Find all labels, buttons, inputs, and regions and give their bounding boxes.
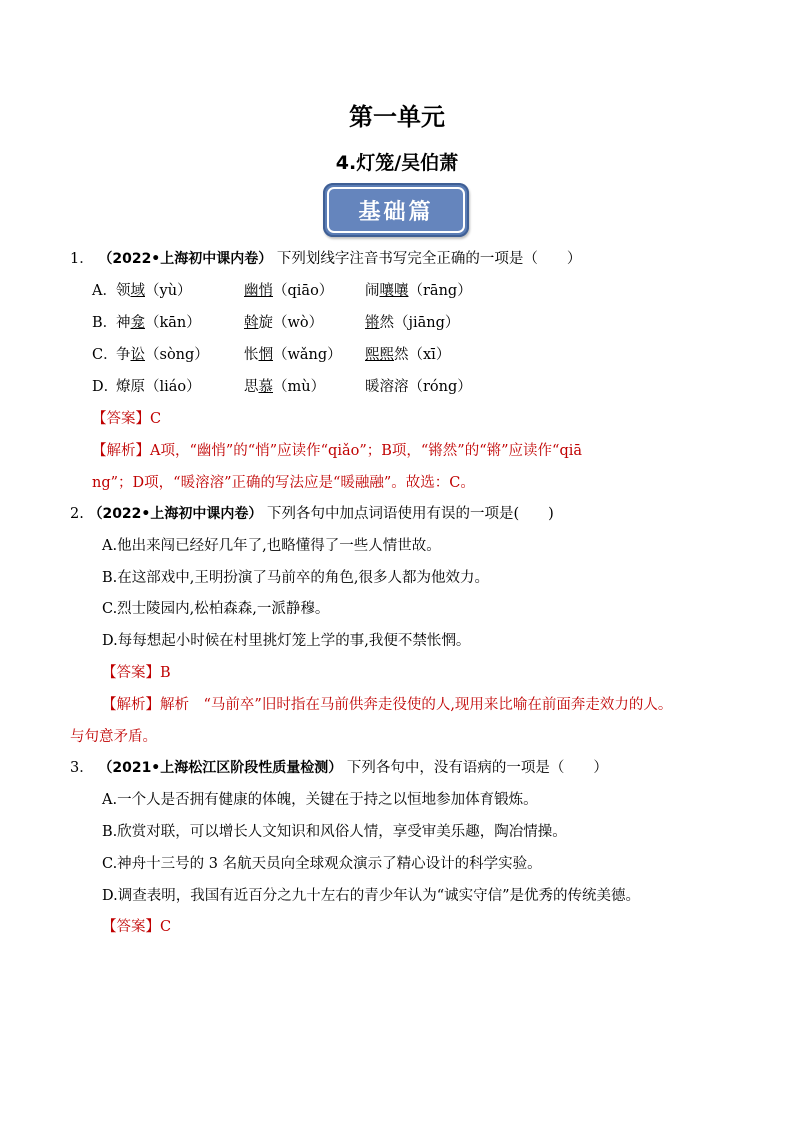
option-item: 幽悄（qiāo）	[244, 283, 334, 299]
question-3-stem	[70, 758, 608, 778]
question-1-stem	[70, 249, 581, 269]
question-number: 2.	[70, 506, 84, 522]
option-item: 领域（yù）	[116, 283, 192, 299]
q1-analysis-line1: 【解析】A项，“幽悄”的“悄”应读作“qiǎo”；B项，“锵然”的“锵”应读作“qiā	[92, 443, 583, 459]
section-badge	[323, 183, 469, 237]
page-title: 第一单元	[349, 103, 445, 131]
option-item: 锵然（jiāng）	[365, 315, 460, 331]
q1-option-d	[0, 377, 794, 397]
question-number: 3．	[70, 760, 94, 776]
question-source: （2021•上海松江区阶段性质量检测）	[98, 760, 343, 776]
option-item: 闹嚷嚷（rāng）	[365, 283, 472, 299]
question-number: 1．	[70, 251, 94, 267]
option-item: 熙熙然（xī）	[365, 347, 451, 363]
option-item: 燎原（liáo）	[116, 379, 201, 395]
q1-option-a	[0, 281, 794, 301]
q1-option-c	[0, 345, 794, 365]
question-text: 下列各句中加点词语使用有误的一项是( )	[266, 506, 554, 522]
option-item: 争讼（sòng）	[116, 347, 209, 363]
q2-option-d: D.每每想起小时候在村里挑灯笼上学的事,我便不禁怅惘。	[102, 633, 471, 649]
question-source: （2022•上海初中课内卷）	[98, 251, 273, 267]
q2-option-a: A.他出来闯已经好几年了,也略懂得了一些人情世故。	[102, 538, 441, 554]
q2-option-b: B.在这部戏中,王明扮演了马前卒的角色,很多人都为他效力。	[102, 570, 489, 586]
question-source: （2022•上海初中课内卷）	[88, 506, 263, 522]
lesson-subtitle: 4.灯笼/吴伯萧	[335, 152, 459, 174]
option-label: C．	[92, 347, 118, 363]
q1-analysis-line2: ng”；D项，“暖溶溶”正确的写法应是“暖融融”。故选：C。	[92, 475, 475, 491]
q3-option-b: B.欣赏对联，可以增长人文知识和风俗人情，享受审美乐趣，陶冶情操。	[102, 824, 567, 840]
q2-option-c: C.烈士陵园内,松柏森森,一派静穆。	[102, 601, 330, 617]
option-label: A．	[92, 283, 117, 299]
q3-option-a: A.一个人是否拥有健康的体魄，关键在于持之以恒地参加体育锻炼。	[102, 792, 538, 808]
q3-option-c: C.神舟十三号的 3 名航天员向全球观众演示了精心设计的科学实验。	[102, 856, 542, 872]
q3-option-d: D.调查表明，我国有近百分之九十左右的青少年认为“诚实守信”是优秀的传统美德。	[102, 888, 641, 904]
option-item: 思慕（mù）	[244, 379, 326, 395]
question-text: 下列划线字注音书写完全正确的一项是（ ）	[276, 251, 582, 267]
q3-answer: 【答案】C	[102, 919, 172, 935]
question-text: 下列各句中，没有语病的一项是（ ）	[346, 760, 608, 776]
q2-analysis-line2: 与句意矛盾。	[70, 729, 157, 745]
option-item: 斡旋（wò）	[244, 315, 324, 331]
option-item: 怅惘（wǎng）	[244, 347, 342, 363]
option-label: D．	[92, 379, 119, 395]
q1-answer: 【答案】C	[92, 411, 162, 427]
q2-answer: 【答案】B	[102, 665, 171, 681]
option-label: B．	[92, 315, 118, 331]
section-badge-label: 基础篇	[327, 187, 465, 233]
q1-option-b	[0, 313, 794, 333]
option-item: 暖溶溶（róng）	[365, 379, 472, 395]
q2-analysis-line1: 【解析】解析 “马前卒”旧时指在马前供奔走役使的人,现用来比喻在前面奔走效力的人。	[102, 697, 673, 713]
option-item: 神龛（kān）	[116, 315, 201, 331]
question-2-stem	[70, 504, 554, 524]
